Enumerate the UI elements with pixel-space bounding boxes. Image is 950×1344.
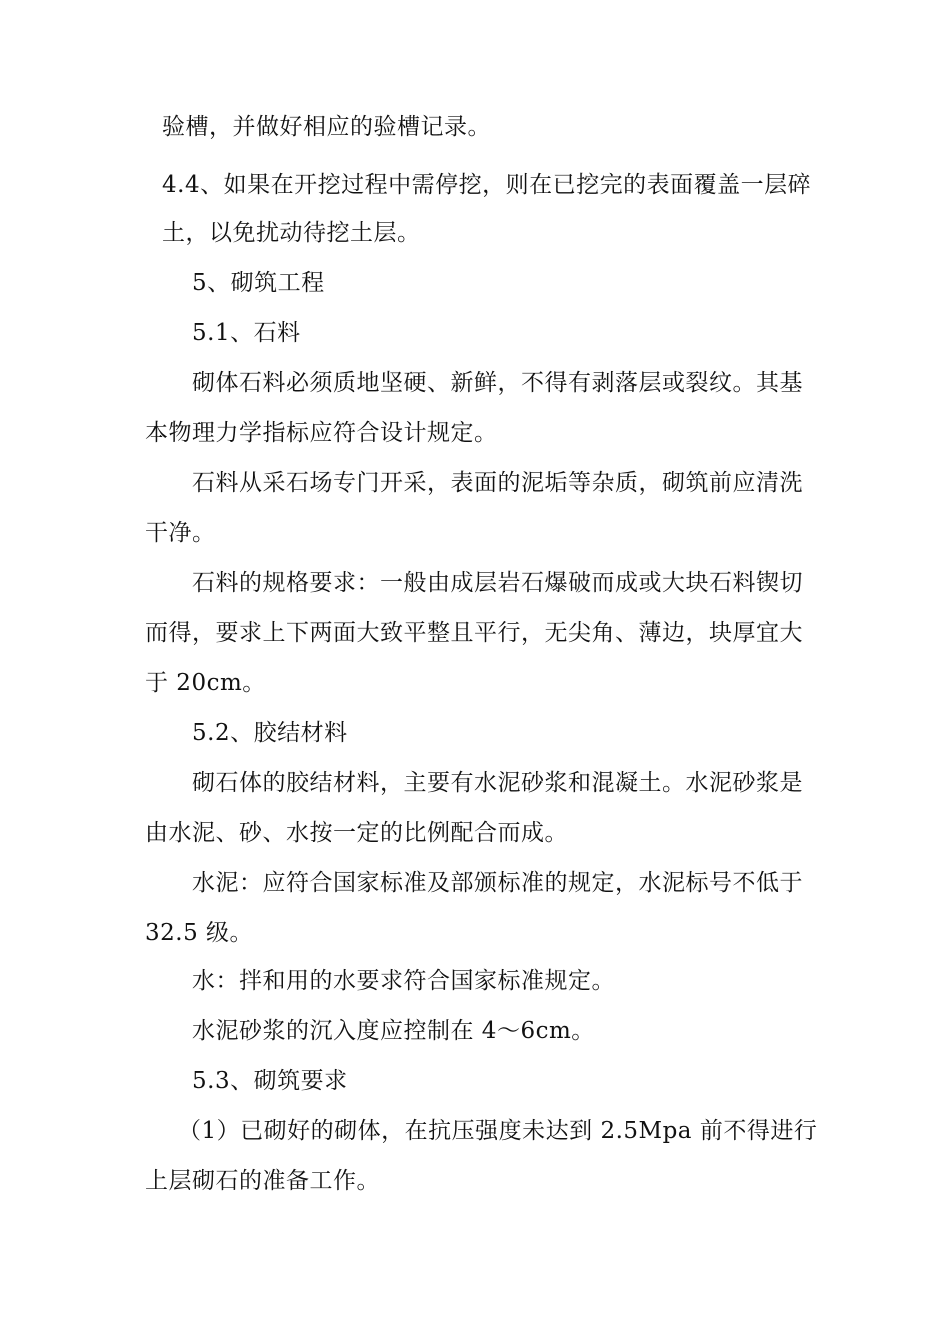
text-line: （1）已砌好的砌体，在抗压强度未达到 2.5Mpa 前不得进行 bbox=[178, 1118, 818, 1144]
subsection-heading: 5.3、砌筑要求 bbox=[192, 1068, 348, 1094]
text-line: 32.5 级。 bbox=[145, 920, 254, 946]
text-line: 石料的规格要求：一般由成层岩石爆破而成或大块石料锲切 bbox=[192, 570, 803, 596]
text-line: 土，以免扰动待挖土层。 bbox=[162, 220, 421, 246]
text-line: 而得，要求上下两面大致平整且平行，无尖角、薄边，块厚宜大 bbox=[145, 620, 803, 646]
text-line: 水泥：应符合国家标准及部颁标准的规定，水泥标号不低于 bbox=[192, 870, 803, 896]
text-line: 水泥砂浆的沉入度应控制在 4～6cm。 bbox=[192, 1018, 595, 1044]
subsection-heading: 5.1、石料 bbox=[192, 320, 301, 346]
text-line: 砌体石料必须质地坚硬、新鲜，不得有剥落层或裂纹。其基 bbox=[192, 370, 803, 396]
text-line: 于 20cm。 bbox=[145, 670, 266, 696]
text-line: 石料从采石场专门开采，表面的泥垢等杂质，砌筑前应清洗 bbox=[192, 470, 803, 496]
text-line: 本物理力学指标应符合设计规定。 bbox=[145, 420, 498, 446]
subsection-heading: 5.2、胶结材料 bbox=[192, 720, 348, 746]
text-line: 4.4、如果在开挖过程中需停挖，则在已挖完的表面覆盖一层碎 bbox=[162, 172, 812, 198]
text-line: 砌石体的胶结材料，主要有水泥砂浆和混凝土。水泥砂浆是 bbox=[192, 770, 803, 796]
text-line: 上层砌石的准备工作。 bbox=[145, 1168, 380, 1194]
section-heading: 5、砌筑工程 bbox=[192, 270, 325, 296]
text-line: 水：拌和用的水要求符合国家标准规定。 bbox=[192, 968, 615, 994]
text-line: 干净。 bbox=[145, 520, 216, 546]
text-line: 由水泥、砂、水按一定的比例配合而成。 bbox=[145, 820, 568, 846]
text-line: 验槽，并做好相应的验槽记录。 bbox=[162, 114, 491, 140]
